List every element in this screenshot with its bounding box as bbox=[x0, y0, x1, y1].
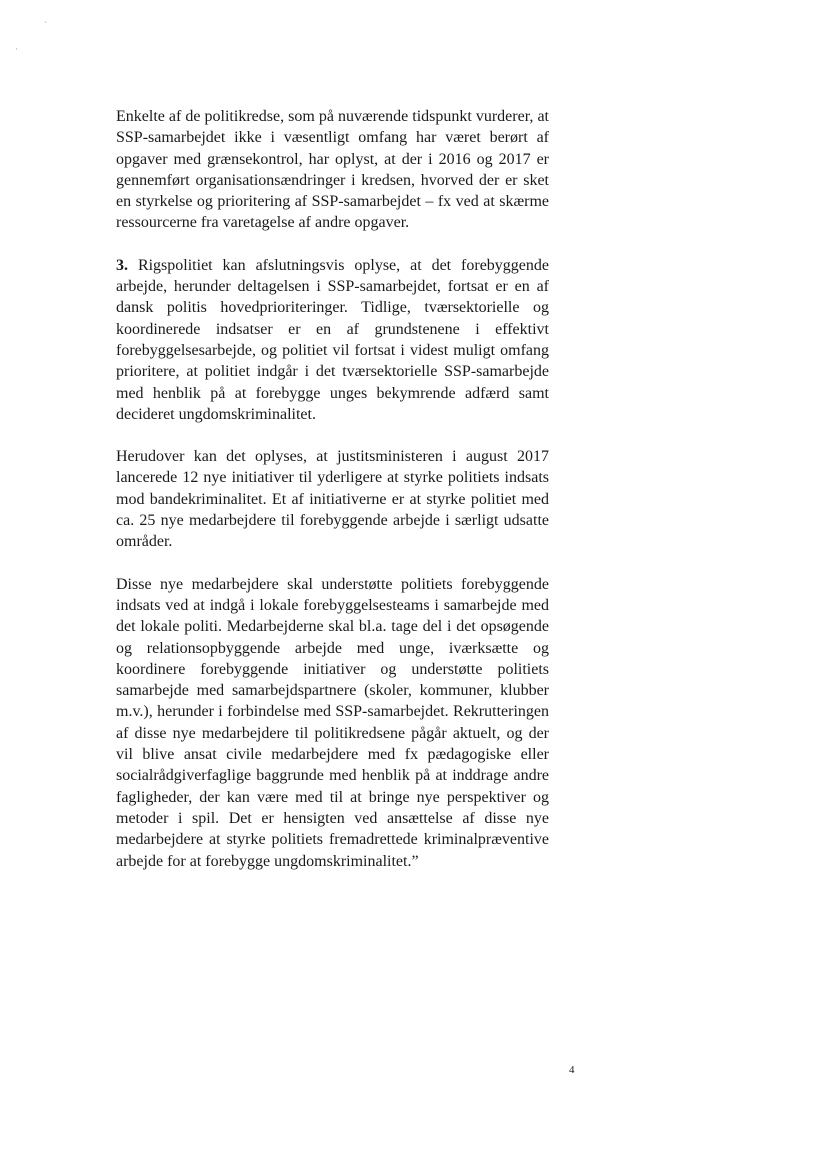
scan-speck-mark: ˏ bbox=[44, 13, 47, 23]
section-number: 3. bbox=[116, 256, 128, 274]
paragraph-text: Disse nye medarbejdere skal understøtte politiets forebyggende indsats ved at indgå i lokale forebyggelsesteams i samarbejde med det lokale politi. Medarbejderne skal bl.a. tage del i det opsøgende og relationsopbyggende arbejde med unge, iværksætte og koordinere forebyggende initiativer og understøtte politiets samarbejde med samarbejdspartnere (skoler, kommuner, klubber m.v.), herunder i forbindelse med SSP-samarbejdet. Rekrutteringen af disse nye medarbejdere til politikredsene pågår aktuelt, og der vil blive ansat civile medarbejdere med fx pædagogiske eller socialrådgiverfaglige baggrunde med henblik på at inddrage andre fagligheder, der kan være med til at bringe nye perspektiver og metoder i spil. Det er hensigten ved ansættelse af disse nye medarbejdere at styrke politiets fremadrettede kriminalpræventive arbejde for at forebygge ungdomskriminalitet.” bbox=[116, 575, 549, 870]
paragraph bbox=[116, 255, 549, 425]
paragraph-text: Enkelte af de politikredse, som på nuværende tidspunkt vurderer, at SSP-samarbejdet ikke i væsentligt omfang har været berørt af opgaver med grænsekontrol, har oplyst, at der i 2016 og 2017 er gennemført organisationsændringer i kredsen, hvorved der er sket en styrkelse og prioritering af SSP-samarbejdet – fx ved at skærme ressourcerne fra varetagelse af andre opgaver. bbox=[116, 108, 549, 232]
page-number: 4 bbox=[569, 1064, 575, 1076]
scan-speck-mark: · bbox=[15, 44, 18, 54]
paragraph bbox=[116, 446, 549, 552]
paragraph-text: Rigspolitiet kan afslutningsvis oplyse, at det forebyggende arbejde, herunder deltagelsen i SSP-samarbejdet, fortsat er en af dansk politis hovedprioriteringer. Tidlige, tværsektorielle og koordinerede indsatser er en af grundstenene i effektivt forebyggelsesarbejde, og politiet vil fortsat i videst muligt omfang prioritere, at politiet indgår i det tværsektorielle SSP-samarbejde med henblik på at forebygge unges bekymrende adfærd samt decideret ungdomskriminalitet. bbox=[116, 256, 550, 423]
body-text bbox=[116, 106, 549, 893]
paragraph bbox=[116, 106, 549, 234]
paragraph-text: Herudover kan det oplyses, at justitsministeren i august 2017 lancerede 12 nye initiativer til yderligere at styrke politiets indsats mod bandekriminalitet. Et af initiativerne er at styrke politiet med ca. 25 nye medarbejdere til forebyggende arbejde i særligt udsatte områder. bbox=[116, 448, 549, 551]
paragraph bbox=[116, 574, 549, 872]
